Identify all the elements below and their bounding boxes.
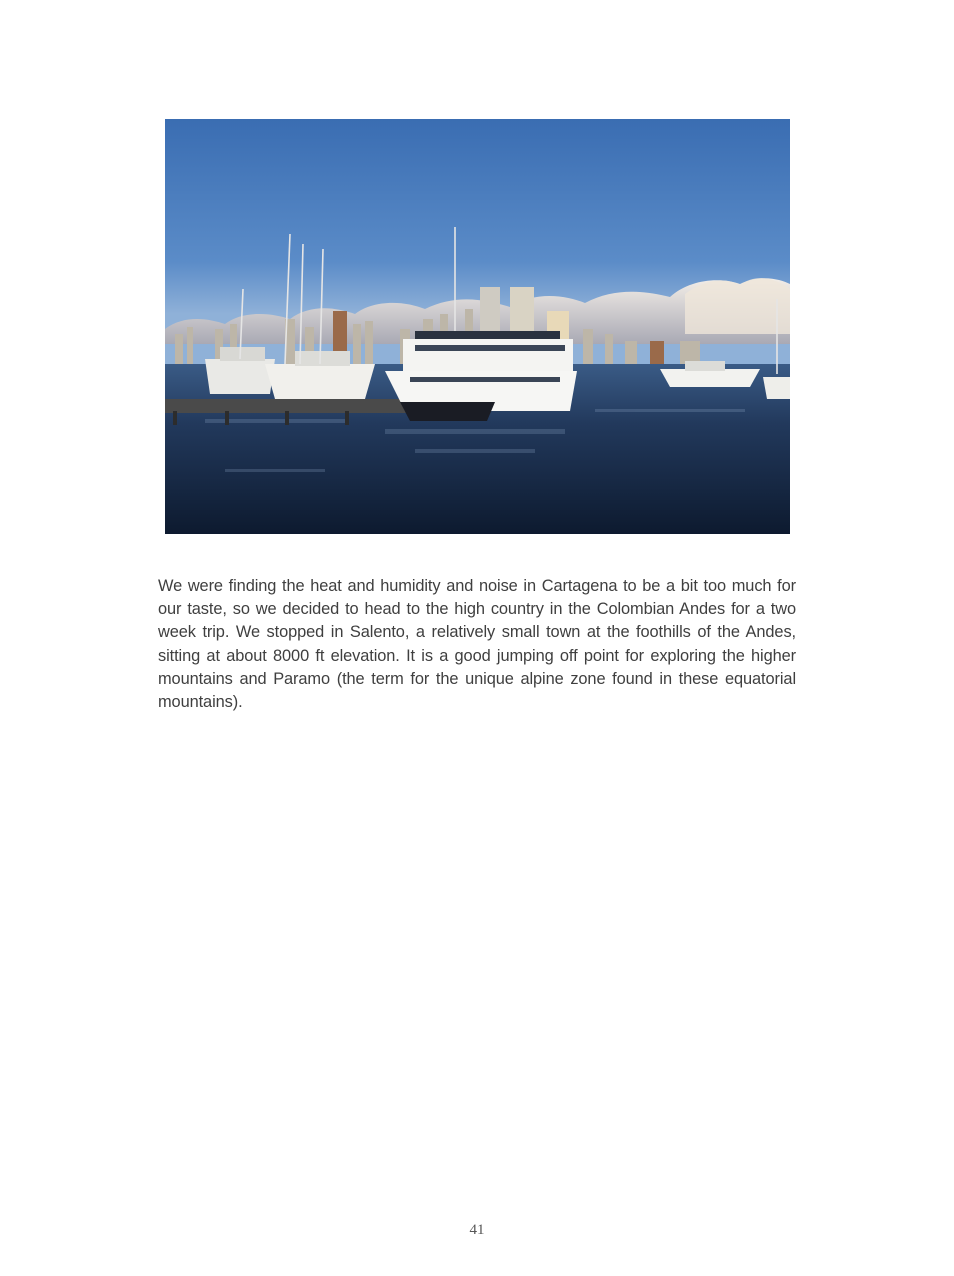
dock <box>165 399 415 413</box>
body-paragraph: We were finding the heat and humidity and noise in Cartagena to be a bit too much for our taste, so we decided to head to the high country in the Colombian Andes for a two week trip. We stopped in Salento, a relatively small town at the foothills of the Andes, sitting at about 8000 ft elevation. It is a good jumping off point for exploring the higher mountains and Paramo (the term for the unique alpine zone found in these equatorial mountains). <box>158 577 796 712</box>
harbor-photo <box>165 119 790 534</box>
dark-boat <box>400 402 495 421</box>
page-number: 41 <box>469 1222 485 1238</box>
main-boat <box>385 331 577 411</box>
